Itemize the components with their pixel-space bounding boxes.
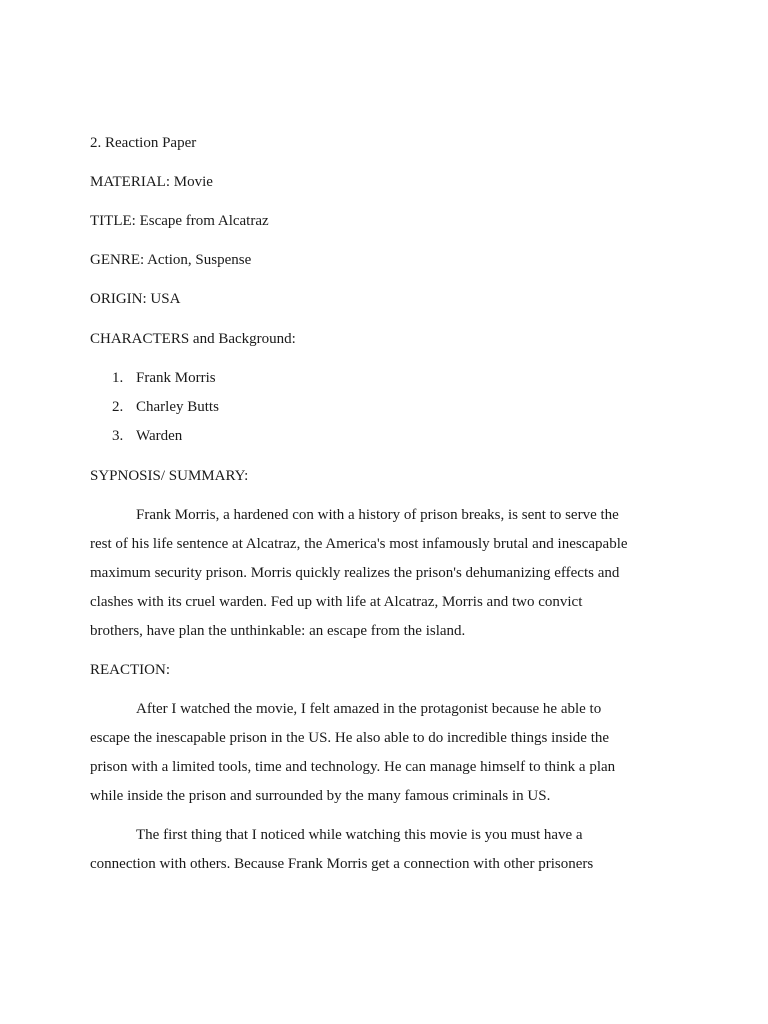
reaction-line: while inside the prison and surrounded by the many famous criminals in US. <box>90 788 551 804</box>
list-number: 2. <box>112 399 124 415</box>
synopsis-line: maximum security prison. Morris quickly realizes the prison's dehumanizing effects and <box>90 565 620 581</box>
reaction-line: prison with a limited tools, time and technology. He can manage himself to think a plan <box>90 759 616 775</box>
title-field: TITLE: Escape from Alcatraz <box>90 213 269 229</box>
reaction-line: The first thing that I noticed while watching this movie is you must have a <box>136 827 583 843</box>
reaction-line: escape the inescapable prison in the US. He also able to do incredible things inside the <box>90 730 610 746</box>
synopsis-line: brothers, have plan the unthinkable: an escape from the island. <box>90 623 466 639</box>
character-list-item <box>112 426 182 446</box>
origin-field: ORIGIN: USA <box>90 291 181 307</box>
synopsis-heading: SYPNOSIS/ SUMMARY: <box>90 468 249 484</box>
character-list-item <box>112 397 219 417</box>
character-name: Frank Morris <box>136 370 216 386</box>
synopsis-line: rest of his life sentence at Alcatraz, the America's most infamously brutal and inescapable <box>90 536 628 552</box>
list-number: 3. <box>112 428 124 444</box>
synopsis-line: clashes with its cruel warden. Fed up with life at Alcatraz, Morris and two convict <box>90 594 583 610</box>
genre-field: GENRE: Action, Suspense <box>90 252 252 268</box>
character-name: Charley Butts <box>136 399 219 415</box>
character-list-item <box>112 368 216 388</box>
synopsis-line: Frank Morris, a hardened con with a history of prison breaks, is sent to serve the <box>136 507 619 523</box>
material-field: MATERIAL: Movie <box>90 174 213 190</box>
reaction-line: connection with others. Because Frank Morris get a connection with other prisoners <box>90 856 594 872</box>
character-name: Warden <box>136 428 183 444</box>
reaction-heading: REACTION: <box>90 662 170 678</box>
document-heading: 2. Reaction Paper <box>90 135 197 151</box>
list-number: 1. <box>112 370 124 386</box>
reaction-line: After I watched the movie, I felt amazed in the protagonist because he able to <box>136 701 602 717</box>
characters-heading: CHARACTERS and Background: <box>90 331 296 347</box>
